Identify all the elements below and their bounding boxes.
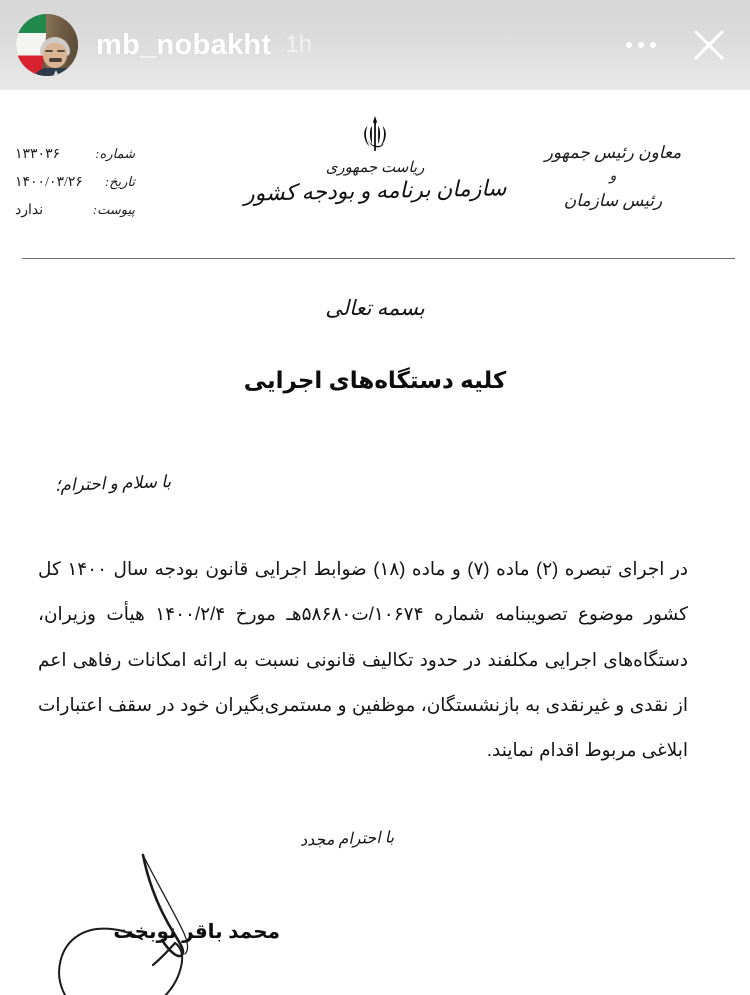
- metadata-value: ۱۴۰۰/۰۳/۲۶: [15, 175, 83, 190]
- metadata-label: پیوست:: [92, 202, 135, 217]
- signer-name: محمد باقر نوبخت: [113, 920, 280, 943]
- office-title-conjunction: و: [609, 169, 617, 185]
- metadata-value: ندارد: [15, 203, 44, 218]
- username[interactable]: mb_nobakht: [96, 28, 272, 61]
- eyebrow-left: [45, 50, 53, 52]
- closing-phrase: با احترام مجدد: [299, 828, 395, 850]
- story-timestamp: 1h: [285, 31, 313, 58]
- letterhead-divider: [22, 258, 735, 259]
- close-icon[interactable]: [690, 26, 728, 64]
- document-letterhead: [0, 90, 750, 258]
- eyebrow-right: [57, 50, 65, 52]
- dot: [638, 42, 644, 48]
- signature-block: [0, 857, 750, 995]
- portrait: [36, 34, 76, 76]
- addressee: کلیه دستگاه‌های اجرایی: [243, 367, 507, 393]
- face: [43, 43, 67, 68]
- document-image: [0, 90, 750, 995]
- more-options-icon[interactable]: [626, 42, 656, 48]
- metadata-row-date: [15, 174, 135, 191]
- document-body: در اجرای تبصره (۲) ماده (۷) و ماده (۱۸) ضوابط اجرایی قانون بودجه سال ۱۴۰۰ کل کشور موضوع تصویبنامه شماره ۱۰۶۷۴/ت۵۸۶۸۰هـ مورخ ۱۴۰۰/۲/۴ هیأت وزیران، دستگاه‌های اجرایی مکلفند در حدود تکالیف قانونی نسبت به ارائه امکانات رفاهی اعم از نقدی و غیرنقدی به بازنشستگان، موظفین و مستمری‌بگیران خود در سقف اعتبارات ابلاغی مربوط اقدام نمایند.: [38, 558, 689, 761]
- mustache: [49, 58, 62, 62]
- metadata-row-attachment: [15, 202, 135, 219]
- dot: [650, 42, 656, 48]
- office-title-line1: معاون رئیس جمهور: [544, 143, 682, 162]
- metadata-row-number: [15, 146, 135, 163]
- handwritten-signature: [25, 839, 325, 995]
- iran-national-emblem-icon: [353, 112, 397, 156]
- document-metadata: [15, 146, 135, 230]
- office-title-line2: رئیس سازمان: [563, 191, 663, 211]
- basmala: بسمه تعالی: [325, 296, 425, 320]
- organization-name: سازمان برنامه و بودجه کشور: [243, 175, 507, 206]
- avatar[interactable]: [16, 14, 78, 76]
- metadata-label: تاریخ:: [104, 174, 135, 189]
- metadata-label: شماره:: [95, 146, 135, 161]
- presidency-label: ریاست جمهوری: [325, 160, 425, 176]
- metadata-value: ۱۳۳۰۳۶: [15, 147, 61, 162]
- story-header: [0, 0, 750, 90]
- salutation: با سلام و احترام؛: [54, 471, 172, 496]
- dot: [626, 42, 632, 48]
